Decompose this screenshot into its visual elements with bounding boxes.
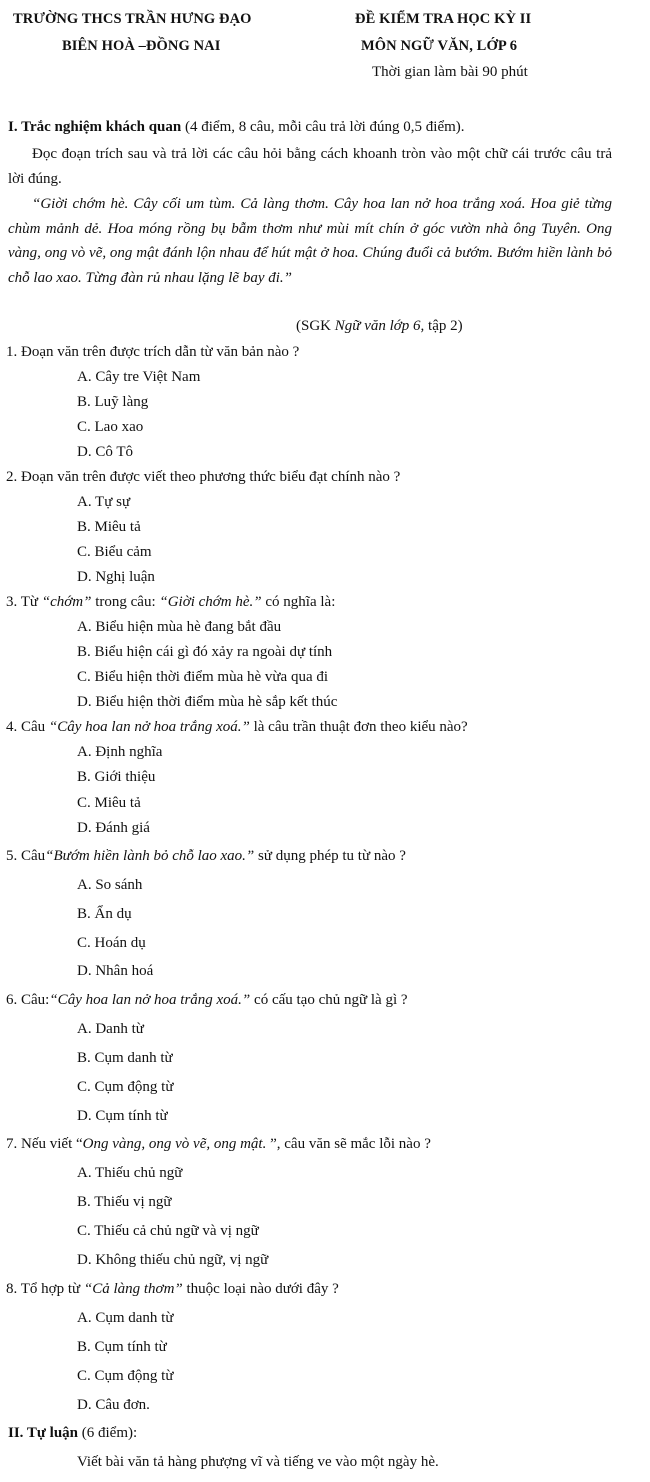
exam-subject: MÔN NGỮ VĂN, LỚP 6 (361, 38, 518, 54)
question-5-post: sử dụng phép tu từ nào ? (254, 848, 406, 864)
question-4 (6, 719, 468, 736)
question-3-pre: 3. Từ (6, 594, 42, 610)
question-6-quote: “Cây hoa lan nở hoa trắng xoá.” (49, 992, 251, 1008)
question-8 (6, 1281, 339, 1298)
question-3-mid: trong câu: (91, 594, 160, 610)
question-7-option-b[interactable]: B. Thiếu vị ngữ (77, 1194, 172, 1210)
question-8-option-d[interactable]: D. Câu đơn. (77, 1397, 150, 1413)
question-7-post: ”, câu văn sẽ mắc lỗi nào ? (266, 1136, 431, 1152)
question-7-option-c[interactable]: C. Thiếu cả chủ ngữ và vị ngữ (77, 1223, 259, 1239)
question-8-option-c[interactable]: C. Cụm động từ (77, 1368, 174, 1384)
section-1-title-rest: (4 điểm, 8 câu, mỗi câu trả lời đúng 0,5 điểm). (181, 119, 465, 135)
school-name: TRƯỜNG THCS TRẦN HƯNG ĐẠO (13, 11, 252, 27)
question-3-option-a[interactable]: A. Biểu hiện mùa hè đang bắt đầu (77, 619, 282, 635)
question-6-option-c[interactable]: C. Cụm động từ (77, 1079, 174, 1095)
exam-title: ĐỀ KIỂM TRA HỌC KỲ II (355, 11, 532, 27)
question-4-quote: “Cây hoa lan nở hoa trắng xoá.” (48, 719, 250, 735)
question-1: 1. Đoạn văn trên được trích dẫn từ văn bản nào ? (6, 344, 300, 360)
question-3 (6, 594, 335, 611)
question-8-quote: “Cả làng thơm” (83, 1281, 183, 1297)
question-1-option-a[interactable]: A. Cây tre Việt Nam (77, 369, 201, 385)
question-7-quote: Ong vàng, ong vò vẽ, ong mật. (82, 1136, 267, 1152)
reading-passage: “Giời chớm hè. Cây cối um tùm. Cả làng thơm. Cây hoa lan nở hoa trắng xoá. Hoa giẻ từng chùm mảnh dẻ. Hoa móng rồng bụ bẫm thơm như mùi mít chín ở góc vườn nhà ông Tuyên. Ong vàng, ong vò vẽ, ong mật đánh lộn nhau để hút mật ở hoa. Chúng đuổi cả bướm. Bướm hiền lành bỏ chỗ lao xao. Từng đàn rủ nhau lặng lẽ bay đi.” (8, 196, 612, 286)
question-3-quote: “chớm” (41, 594, 92, 610)
question-5-quote: “Bướm hiền lành bỏ chỗ lao xao.” (45, 848, 255, 864)
question-4-option-b[interactable]: B. Giới thiệu (77, 769, 156, 785)
essay-task: Viết bài văn tả hàng phượng vĩ và tiếng ve vào một ngày hè. (77, 1454, 439, 1470)
exam-time: Thời gian làm bài 90 phút (372, 64, 528, 80)
question-3-option-d[interactable]: D. Biểu hiện thời điểm mùa hè sắp kết thúc (77, 694, 338, 710)
source-open: (SGK (296, 318, 335, 334)
question-5-option-a[interactable]: A. So sánh (77, 877, 143, 893)
question-8-option-b[interactable]: B. Cụm tính từ (77, 1339, 167, 1355)
school-location: BIÊN HOÀ –ĐỒNG NAI (62, 38, 221, 54)
question-5-option-d[interactable]: D. Nhân hoá (77, 963, 154, 979)
question-6-option-d[interactable]: D. Cụm tính từ (77, 1108, 168, 1124)
question-2-option-b[interactable]: B. Miêu tả (77, 519, 141, 535)
section-1-title (8, 119, 465, 136)
source-close: tập 2) (424, 318, 463, 334)
question-2-option-d[interactable]: D. Nghị luận (77, 569, 155, 585)
section-2-title (8, 1425, 137, 1442)
question-2-option-c[interactable]: C. Biểu cảm (77, 544, 152, 560)
question-7-pre: 7. Nếu viết “ (6, 1136, 83, 1152)
passage-source (296, 318, 463, 335)
question-4-option-c[interactable]: C. Miêu tả (77, 795, 141, 811)
question-5-option-b[interactable]: B. Ẩn dụ (77, 906, 132, 922)
question-3-option-b[interactable]: B. Biểu hiện cái gì đó xảy ra ngoài dự tính (77, 644, 333, 660)
question-1-option-c[interactable]: C. Lao xao (77, 419, 144, 435)
question-6 (6, 992, 408, 1009)
question-6-pre: 6. Câu: (6, 992, 50, 1008)
section-2-title-bold: II. Tự luận (8, 1425, 79, 1441)
question-6-post: có cấu tạo chủ ngữ là gì ? (250, 992, 408, 1008)
question-3-post: có nghĩa là: (261, 594, 336, 610)
question-4-option-d[interactable]: D. Đánh giá (77, 820, 150, 836)
section-2-title-rest: (6 điểm): (78, 1425, 138, 1441)
question-4-post: là câu trần thuật đơn theo kiểu nào? (249, 719, 468, 735)
question-6-option-b[interactable]: B. Cụm danh từ (77, 1050, 173, 1066)
question-5 (6, 848, 406, 865)
section-1-title-bold: I. Trắc nghiệm khách quan (8, 119, 182, 135)
question-8-post: thuộc loại nào dưới đây ? (182, 1281, 339, 1297)
question-5-pre: 5. Câu (6, 848, 46, 864)
question-5-option-c[interactable]: C. Hoán dụ (77, 935, 146, 951)
question-7-option-d[interactable]: D. Không thiếu chủ ngữ, vị ngữ (77, 1252, 269, 1268)
source-italic: Ngữ văn lớp 6, (334, 318, 425, 334)
question-3-quote2: “Giời chớm hè.” (159, 594, 262, 610)
question-4-pre: 4. Câu (6, 719, 49, 735)
question-7-option-a[interactable]: A. Thiếu chủ ngữ (77, 1165, 183, 1181)
question-8-pre: 8. Tổ hợp từ (6, 1281, 84, 1297)
question-7 (6, 1136, 431, 1153)
question-3-option-c[interactable]: C. Biểu hiện thời điểm mùa hè vừa qua đi (77, 669, 329, 685)
question-1-option-d[interactable]: D. Cô Tô (77, 444, 133, 460)
question-2-option-a[interactable]: A. Tự sự (77, 494, 131, 510)
question-2: 2. Đoạn văn trên được viết theo phương thức biểu đạt chính nào ? (6, 469, 401, 485)
question-1-option-b[interactable]: B. Luỹ làng (77, 394, 149, 410)
question-4-option-a[interactable]: A. Định nghĩa (77, 744, 163, 760)
question-6-option-a[interactable]: A. Danh từ (77, 1021, 144, 1037)
question-8-option-a[interactable]: A. Cụm danh từ (77, 1310, 174, 1326)
section-1-instruction: Đọc đoạn trích sau và trả lời các câu hỏi bằng cách khoanh tròn vào một chữ cái trước câu trả lời đúng. (8, 146, 612, 187)
